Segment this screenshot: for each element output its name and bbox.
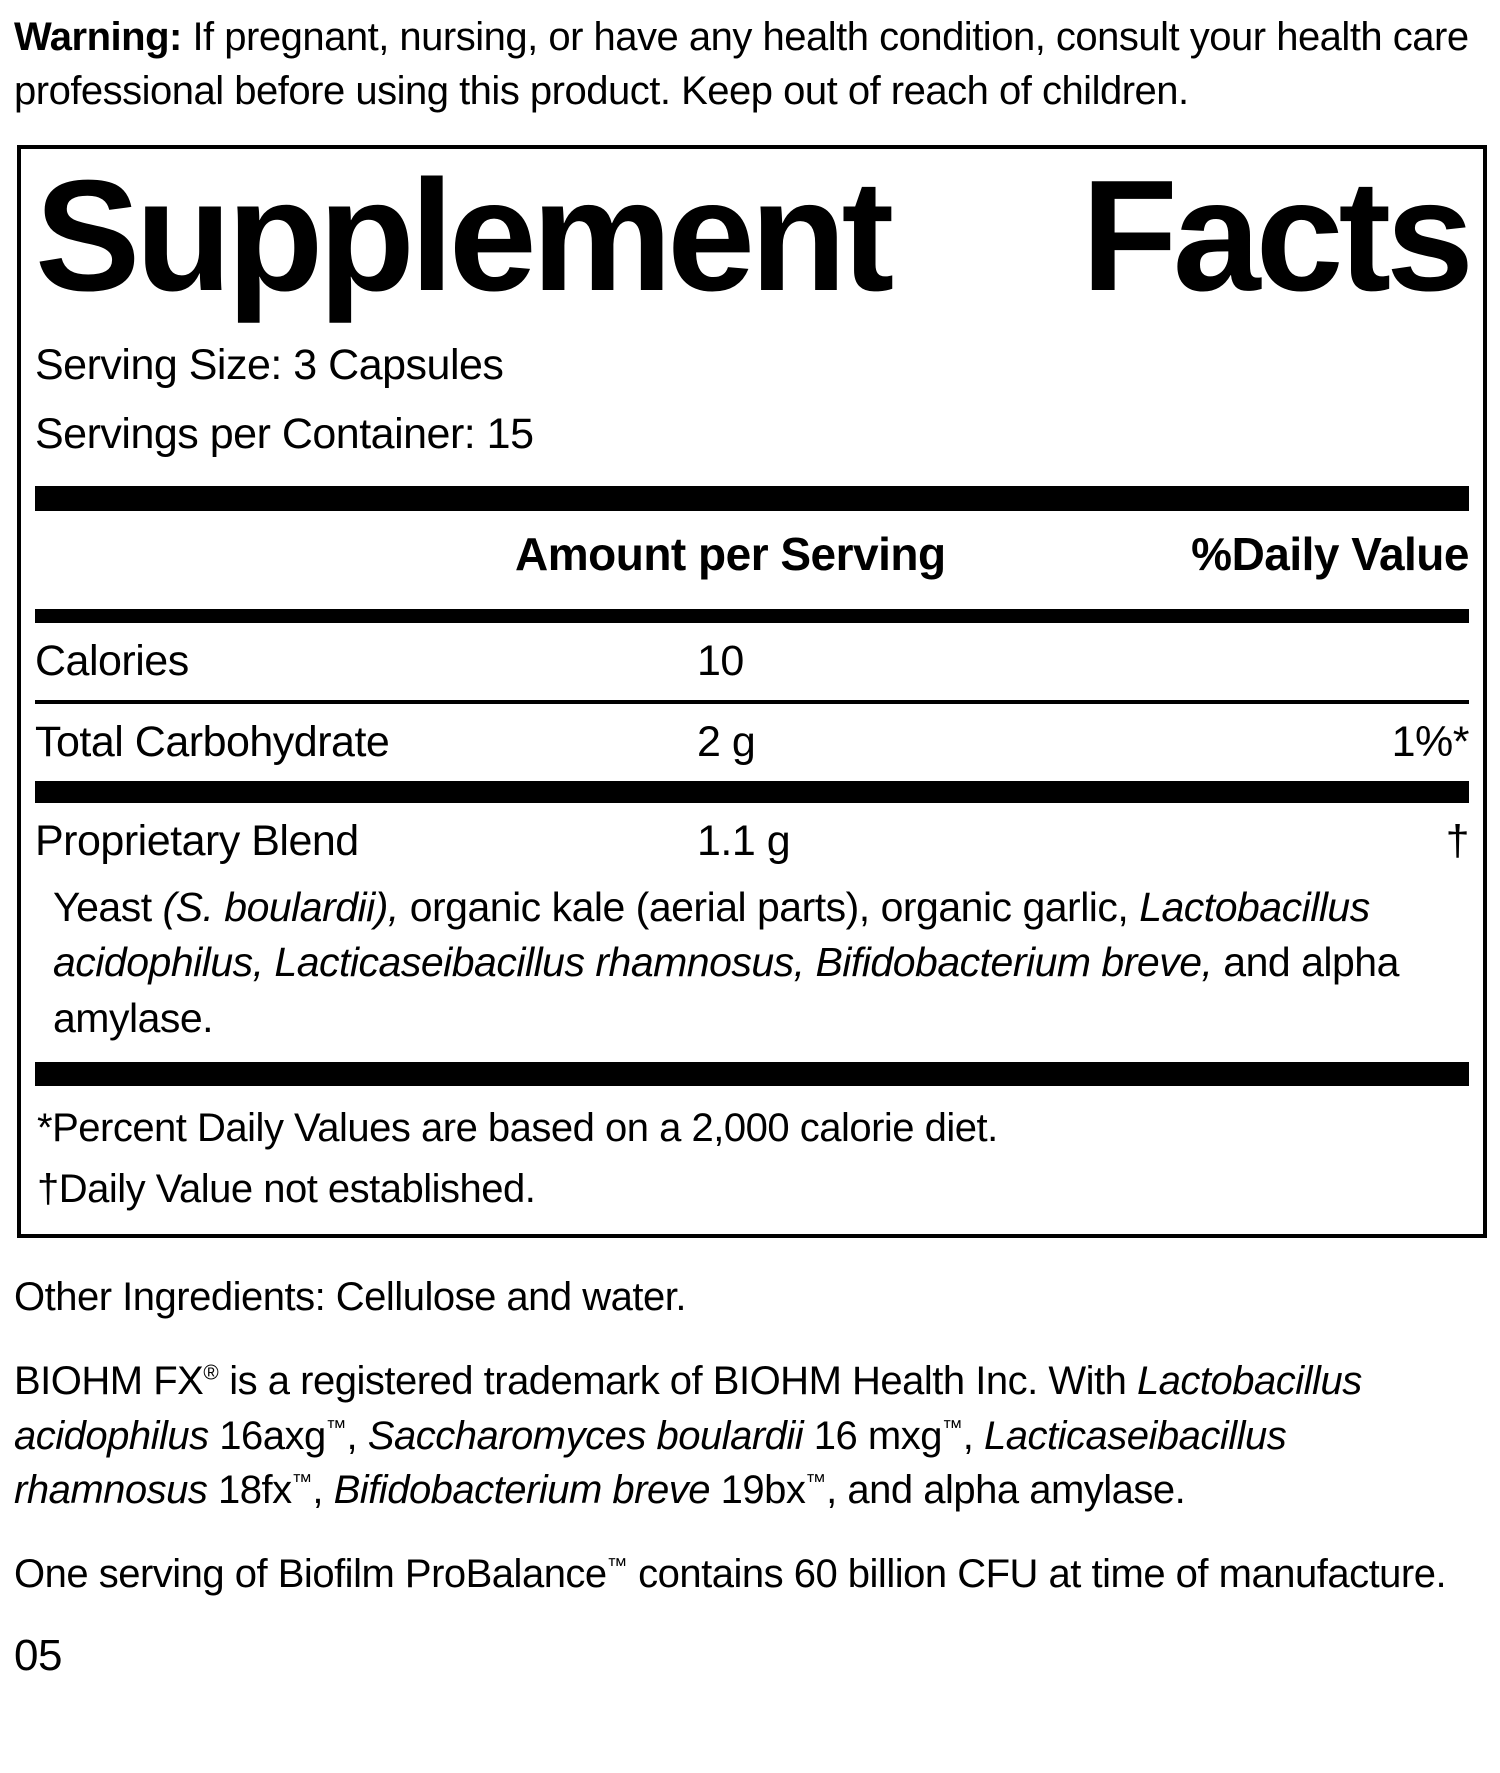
footnote-percent-daily-value: *Percent Daily Values are based on a 2,000 calorie diet. [37,1106,998,1151]
supplement-facts-panel [17,145,1487,1238]
thick-rule-bottom [35,1062,1469,1086]
table-row-total-carbohydrate [35,704,1469,781]
nutrient-amount: 1.1 g [697,817,791,866]
serving-info [35,331,1469,470]
panel-title [35,147,1469,324]
servings-per-container: Servings per Container: 15 [35,410,534,459]
thick-rule-top [35,486,1469,511]
nutrient-amount: 10 [697,637,744,686]
column-header-daily-value: %Daily Value [1191,528,1469,581]
nutrient-dv: † [1445,817,1469,866]
nutrient-amount: 2 g [697,718,756,767]
nutrient-name: Proprietary Blend [35,817,359,866]
table-row-calories [35,623,1469,700]
page-number: 05 [14,1630,62,1680]
nutrient-dv: 1%* [1391,718,1469,767]
nutrient-name: Calories [35,637,189,686]
trademark-paragraph: BIOHM FX® is a registered trademark of BIOHM Health Inc. With Lactobacillus acidophilus 16axg™, Saccharomyces boulardii 16 mxg™, Lacticaseibacillus rhamnosus 18fx™, Bifidobacterium breve 19bx™, and alpha amylase. [14,1359,1362,1512]
panel-title-word1: Supplement [35,147,890,324]
thick-rule-under-header [35,609,1469,623]
table-row-proprietary-blend [35,803,1469,880]
column-header-row [35,511,1469,595]
warning-paragraph: Warning: If pregnant, nursing, or have any health condition, consult your health care professional before using this product. Keep out of reach of children. [14,15,1469,114]
cfu-paragraph: One serving of Biofilm ProBalance™ contains 60 billion CFU at time of manufacture. [14,1552,1447,1597]
column-header-amount: Amount per Serving [515,528,946,581]
nutrient-name: Total Carbohydrate [35,718,390,767]
footnote-daily-value-not-established: †Daily Value not established. [37,1166,536,1211]
other-ingredients-paragraph: Other Ingredients: Cellulose and water. [14,1274,687,1319]
serving-size: Serving Size: 3 Capsules [35,340,504,389]
panel-title-word2: Facts [1081,147,1469,324]
thick-rule-mid [35,781,1469,803]
footnotes [35,1086,1469,1224]
proprietary-blend-description: Yeast (S. boulardii), organic kale (aerial parts), organic garlic, Lactobacillus acidophilus, Lacticaseibacillus rhamnosus, Bifidobacterium breve, and alpha amylase. [53,884,1399,1041]
